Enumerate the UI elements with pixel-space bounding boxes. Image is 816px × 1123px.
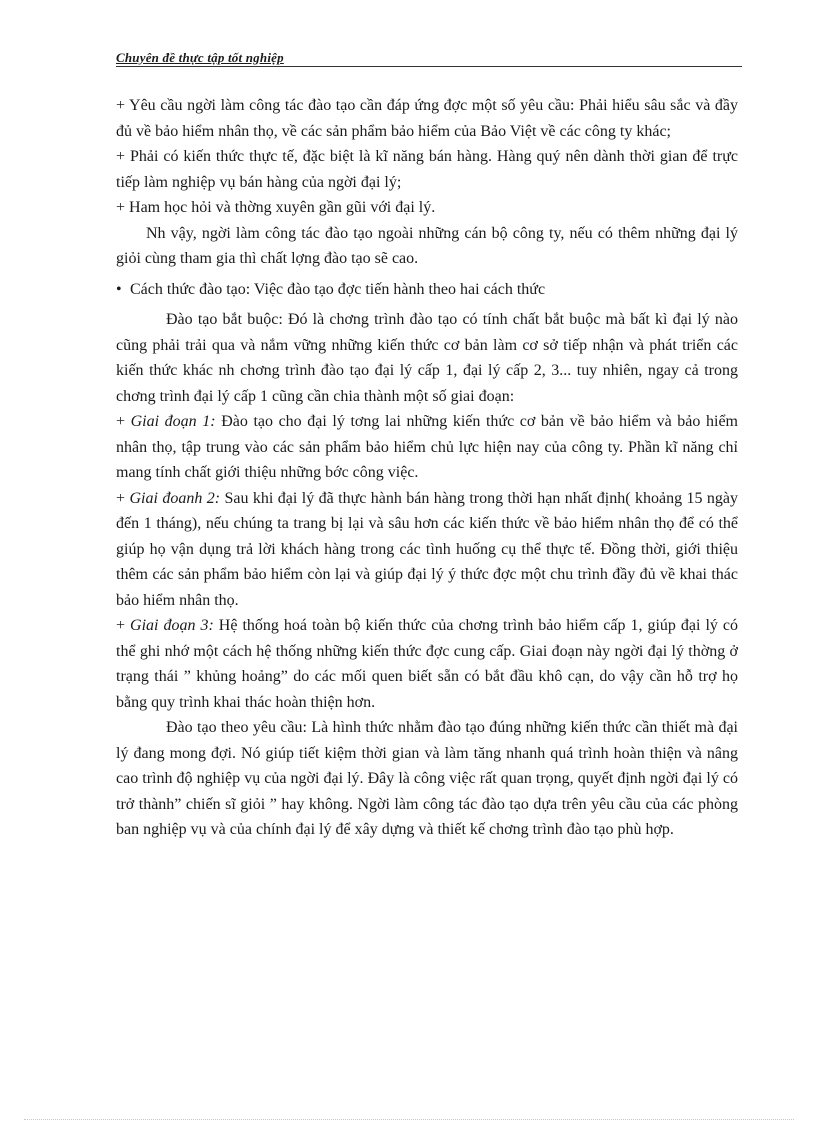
paragraph-learning: + Ham học hỏi và thờng xuyên gần gũi với đại lý.	[116, 199, 436, 216]
paragraph-mandatory-training: Đào tạo bắt buộc: Đó là chơng trình đào tạo có tính chất bắt buộc mà bất kì đại lý nào cũng phải trải qua và nắm vững những kiến thức cơ bản làm cơ sở tiếp nhận và phát triển các kiến thức khác nh chơng trình đào tạo đại lý cấp 1, đại lý cấp 2, 3... tuy nhiên, ngay cả trong chơng trình đại lý cấp 1 cũng cần chia thành một số giai đoạn:	[116, 311, 738, 405]
bullet-text: Cách thức đào tạo: Việc đào tạo đợc tiến hành theo hai cách thức	[130, 280, 546, 298]
page-bottom-divider	[24, 1119, 794, 1120]
stage-3-text: Hệ thống hoá toàn bộ kiến thức của chơng trình bảo hiểm cấp 1, giúp đại lý có thể ghi nhớ một cách hệ thống những kiến thức đợc cung cấp. Giai đoạn này ngời đại lý thờng ở trạng thái ” khủng hoảng” do các mối quen biết sẵn có bắt đầu khô cạn, do vậy cần hỗ trợ họ bằng quy trình khai thác hoàn thiện hơn.	[116, 617, 738, 711]
document-body	[116, 93, 738, 843]
paragraph-on-demand-training: Đào tạo theo yêu cầu: Là hình thức nhằm đào tạo đúng những kiến thức cần thiết mà đại lý đang mong đợi. Nó giúp tiết kiệm thời gian và làm tăng nhanh quá trình hoàn thiện và nâng cao trình độ nghiệp vụ của ngời đại lý. Đây là công việc rất quan trọng, quyết định ngời đại lý có trở thành” chiến sĩ giỏi ” hay không. Ngời làm công tác đào tạo dựa trên yêu cầu của các phòng ban nghiệp vụ và của chính đại lý để xây dựng và thiết kế chơng trình đào tạo phù hợp.	[116, 719, 738, 838]
bullet-training-methods	[116, 277, 738, 303]
paragraph-stage-1	[116, 409, 738, 486]
header-title: Chuyên đề thực tập tốt nghiệp	[116, 50, 284, 65]
stage-1-prefix: +	[116, 413, 131, 430]
paragraph-stage-2	[116, 486, 738, 614]
stage-1-text: Đào tạo cho đại lý tơng lai những kiến thức cơ bản về bảo hiểm và bảo hiểm nhân thọ, tập trung vào các sản phẩm bảo hiểm chủ lực hiện nay của công ty. Phần kĩ năng chỉ mang tính chất giới thiệu những bớc công việc.	[116, 413, 738, 481]
paragraph-stage-3	[116, 613, 738, 715]
stage-3-label: Giai đoạn 3:	[130, 617, 214, 634]
paragraph-requirements: + Yêu cầu ngời làm công tác đào tạo cần đáp ứng đợc một số yêu cầu: Phải hiểu sâu sắc và đầy đủ về bảo hiểm nhân thọ, về các sản phẩm bảo hiểm của Bảo Việt về các công ty khác;	[116, 97, 738, 140]
stage-3-prefix: +	[116, 617, 131, 634]
page-header	[116, 48, 742, 67]
stage-2-prefix: +	[116, 489, 130, 507]
paragraph-practical-knowledge: + Phải có kiến thức thực tế, đặc biệt là kĩ năng bán hàng. Hàng quý nên dành thời gian để trực tiếp làm nghiệp vụ bán hàng của ngời đại lý;	[116, 148, 738, 191]
stage-1-label: Giai đoạn 1:	[130, 413, 216, 430]
bullet-icon: •	[116, 280, 122, 298]
stage-2-label: Giai đoanh 2:	[129, 489, 221, 507]
stage-2-text: Sau khi đại lý đã thực hành bán hàng trong thời hạn nhất định( khoảng 15 ngày đến 1 tháng), nếu chúng ta trang bị lại và sâu hơn các kiến thức về bảo hiểm nhân thọ để có thể giúp họ vận dụng trả lời khách hàng trong các tình huống cụ thể thực tế. Đồng thời, giới thiệu thêm các sản phẩm bảo hiểm còn lại và giúp đại lý ý thức đợc một chu trình đầy đủ về khai thác bảo hiểm nhân thọ.	[116, 489, 739, 609]
paragraph-summary: Nh vậy, ngời làm công tác đào tạo ngoài những cán bộ công ty, nếu có thêm những đại lý giỏi cùng tham gia thì chất lợng đào tạo sẽ cao.	[116, 224, 738, 267]
